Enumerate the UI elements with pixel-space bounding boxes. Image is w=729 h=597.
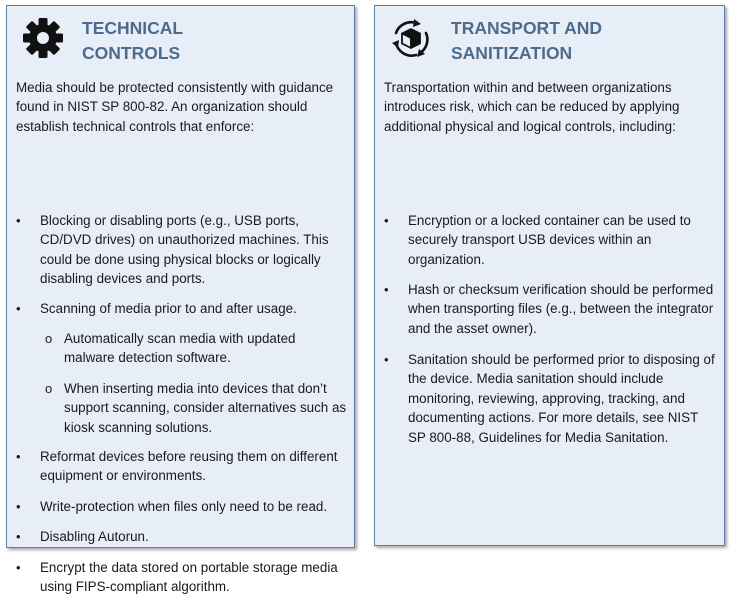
sub-list-item	[7, 379, 348, 437]
list-item-text: Reformat devices before reusing them on different equipment or environments.	[40, 449, 338, 484]
sub-list-item-text: When inserting media into devices that don’t support scanning, consider alternatives such as kiosk scanning solutions.	[64, 381, 347, 435]
title-line-2: SANITIZATION	[451, 43, 573, 63]
title-line-1: TECHNICAL	[82, 18, 184, 38]
panel-title	[451, 16, 602, 66]
list-item-text: Hash or checksum verification should be performed when transporting files (e.g., between the integrator and the asset owner).	[408, 282, 714, 336]
gear-icon	[21, 16, 65, 60]
list-item-text: Write-protection when files only need to be read.	[40, 499, 328, 514]
bullet-icon: •	[384, 282, 389, 297]
intro-paragraph: Transportation within and between organizations introduces risk, which can be reduced by applying additional physical and logical controls, including:	[384, 80, 680, 134]
panel-header	[7, 6, 354, 68]
sub-list-item	[7, 329, 348, 368]
bullet-icon: •	[16, 499, 21, 514]
list-item-text: Encrypt the data stored on portable storage media using FIPS-compliant algorithm.	[40, 560, 338, 595]
bullet-icon: •	[384, 213, 389, 228]
bullet-icon: •	[16, 213, 21, 228]
list-item	[375, 280, 718, 338]
list-item	[7, 299, 348, 318]
list-item-text: Sanitation should be performed prior to disposing of the device. Media sanitation should include monitoring, reviewing, approving, tracking, and documenting actions. For more details, see NIST SP 800-88, Guidelines for Media Sanitation.	[408, 352, 715, 445]
panel-title	[82, 16, 183, 66]
bullet-icon: •	[16, 301, 21, 316]
intro-paragraph: Media should be protected consistently with guidance found in NIST SP 800-82. An organization should establish technical controls that enforce:	[16, 80, 334, 134]
list-item-text: Blocking or disabling ports (e.g., USB ports, CD/DVD drives) on unauthorized machines. This could be done using physical blocks or logically disabling devices and ports.	[40, 213, 329, 287]
sub-list-item-text: Automatically scan media with updated malware detection software.	[64, 331, 296, 366]
title-line-1: TRANSPORT AND	[451, 18, 603, 38]
list-item	[375, 350, 718, 447]
bullet-icon: •	[16, 529, 21, 544]
bullet-icon: •	[16, 560, 21, 575]
list-item	[7, 447, 348, 486]
sub-bullet-icon: o	[45, 381, 53, 396]
list-item-text: Scanning of media prior to and after usage.	[40, 301, 297, 316]
transport-sanitization-panel	[374, 5, 725, 546]
list-item	[7, 497, 348, 516]
list-item	[7, 527, 348, 546]
bullet-icon: •	[384, 352, 389, 367]
bullet-icon: •	[16, 449, 21, 464]
list-item-text: Disabling Autorun.	[40, 529, 149, 544]
list-item	[375, 211, 718, 269]
list-item	[7, 558, 348, 597]
sub-bullet-icon: o	[45, 331, 53, 346]
panel-header	[375, 6, 724, 68]
list-item-text: Encryption or a locked container can be used to securely transport USB devices within an organization.	[408, 213, 691, 267]
recycle-box-icon	[389, 16, 433, 60]
title-line-2: CONTROLS	[82, 43, 181, 63]
list-item	[7, 211, 348, 289]
technical-controls-panel	[6, 5, 355, 595]
